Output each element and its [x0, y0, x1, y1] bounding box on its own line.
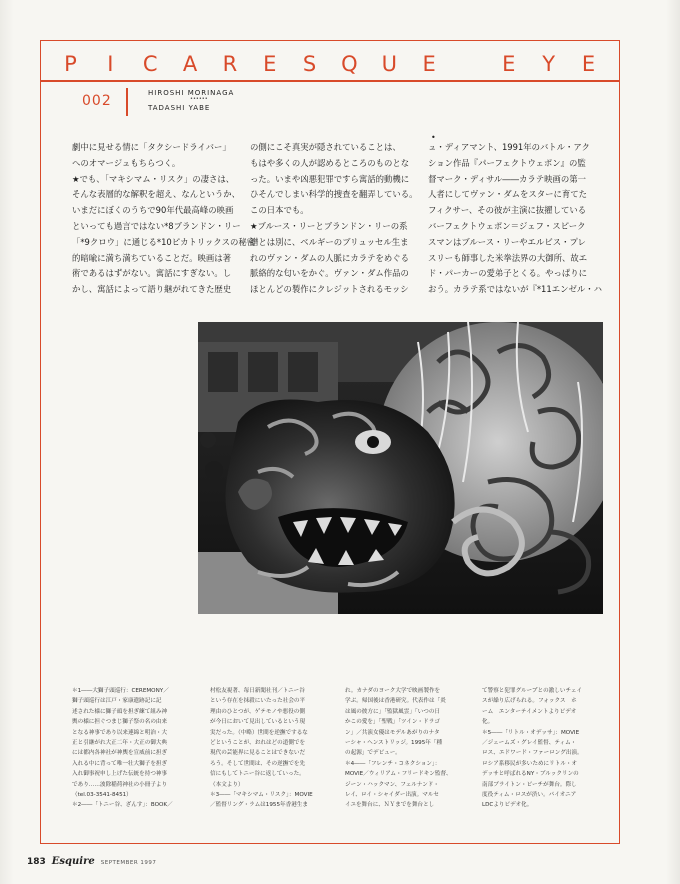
text-line: ★でも、「マキシマム・リスク」の凄さは、 [72, 173, 235, 184]
title-letter: E [502, 52, 517, 76]
text-line: 「*9クロウ」に通じる*10ピカトリックスの秘密 [72, 236, 256, 247]
text-line: レイ、ロイ・シャイダー出演。マルセ [345, 791, 440, 798]
text-line: 南部ブライトン・ビーチが舞台。際し [482, 781, 577, 788]
text-line: ／ジェームズ・グレイ監督、ティム・ [482, 739, 577, 746]
text-line: MOVIE／ウィリアム・フリードキン監督、 [345, 771, 452, 778]
text-line: この日本でも。 [250, 205, 309, 216]
text-line: どということが、おれはどの道側でを [210, 739, 306, 746]
text-line: ーム エンターテイメントよりビデオ [482, 708, 577, 715]
title-letter: S [302, 52, 318, 76]
text-line: の起源」でデビュー。 [345, 750, 401, 757]
text-line: ひそんでしまい科学的捜査を翻弄している。 [250, 189, 418, 200]
text-line: 化。 [482, 719, 494, 726]
title-letter: I [107, 52, 115, 76]
text-line: イユを舞台に、ＮＹまでを舞台とし [345, 802, 435, 809]
text-line: となる神事であり以来連綿と明治・大 [72, 729, 168, 736]
text-line: そんな表層的な解釈を超え、なんというか、 [72, 189, 241, 200]
text-line: ＊5――「リトル・オデッサ」：MOVIE [482, 729, 580, 736]
text-line: 入れ御事祝申し上げた伝統を持つ神事 [72, 771, 168, 778]
text-line: 述された様に獅子頭を担ぎ練て組み神 [72, 708, 168, 715]
footnotes-column-4 [482, 686, 610, 811]
footnotes-column-2 [210, 686, 338, 811]
issue-date: SEPTEMBER 1997 [100, 860, 157, 866]
header-divider [126, 88, 128, 116]
text-line: 信にもしてトニー谷に返していった。 [210, 771, 305, 778]
page-number: 183 [27, 857, 46, 867]
article-column-3 [428, 140, 600, 298]
text-line: て警察と犯罪グループとの激しいチェイ [482, 688, 583, 694]
text-line: といっても過言ではない*8ブランドン・リー [72, 220, 241, 231]
text-line: ＊3――「マキシマム・リスク」：MOVIE [210, 791, 313, 798]
text-line: ロス、エドワード・ファーロング出演。 [482, 750, 583, 757]
page-footer [27, 856, 156, 867]
text-line: かし、寓話によって語り継がれてきた歴史 [72, 284, 232, 295]
text-line: ほとんどの製作にクレジットされるモッシ [250, 284, 409, 295]
text-line: ／監督リング・ラムは1955年香港生ま [210, 802, 308, 809]
text-line: スが繰り広げられる。フォックス ホ [482, 698, 577, 705]
text-line: デッサと呼ばれるNY・ブルックリンの [482, 771, 579, 778]
footnotes-column-3 [345, 686, 473, 811]
text-line: れ。カナダのヨーク大学で映画製作を [345, 688, 441, 694]
magazine-logo: Esquire [51, 856, 95, 867]
text-line: れのヴァン・ダムの人脈にカラテをめぐる [250, 252, 410, 263]
text-line: ロシア系移民が多いためにリトル・オ [482, 760, 578, 767]
text-line: 輿の様に担ぐつまじ獅子祭の名の由来 [72, 719, 168, 726]
text-line: ュ・ディアマント、1991年のバトル・アク [428, 142, 590, 152]
text-line: ン」／共演女優はモデルあがりのナタ [345, 729, 440, 736]
footnotes-column-1 [72, 686, 200, 811]
text-line: には都内各神社が神輿を宣威前に担ぎ [72, 750, 168, 757]
title-letter: C [142, 52, 159, 76]
page-title [60, 52, 600, 76]
text-line: 術であるはずがない。寓話にすぎない。し [72, 268, 232, 279]
text-line: 現代の芸能界に見ることはできないだ [210, 750, 306, 757]
title-letter [458, 52, 480, 76]
text-line: へのオマージュもちらつく。 [72, 157, 181, 168]
column-bullet: • [431, 133, 436, 142]
lion-head-photo [198, 322, 603, 614]
text-line: かこの愛を」「聖戦」「ツイン・ドラゴ [345, 719, 440, 726]
text-line: 劇中に見せる情に「タクシードライバー」 [72, 142, 231, 152]
text-line: バーフェクトウェポン＝ジェフ・スピーク [428, 220, 586, 231]
title-letter: R [222, 52, 239, 76]
text-line: であり……波除稲荷神社の小冊子より [72, 781, 168, 788]
text-line: ろう。そして世間は、その逆撫でを先 [210, 760, 306, 767]
photographer-credit: TADASHI YABE [148, 104, 211, 112]
text-line: 村松友視著、毎日新聞社刊／トニー谷 [210, 688, 305, 694]
text-line: （本文より） [210, 781, 244, 788]
text-line: った。いまや凶悪犯罪ですら寓話的動機に [250, 173, 410, 184]
text-line: ＊4――「フレンチ・コネクション」： [345, 760, 441, 767]
text-line: という存在を抹殺にいたった社会の平 [210, 698, 306, 705]
text-line: ジーン・ハックマン、フェルナンド・ [345, 781, 439, 788]
text-line: 入れる中に背って唯一壮大獅子を担ぎ [72, 760, 168, 767]
title-letter: U [381, 52, 398, 76]
text-line: （tel.03-3541-8451） [72, 791, 132, 798]
issue-number: 002 [82, 93, 112, 109]
text-line: 譜とは別に、ベルギーのブリュッセル生ま [250, 236, 409, 247]
text-line: ★ブルース・リーとブランドン・リーの系 [250, 220, 408, 231]
text-line: もはや多くの人が認めるところのものとな [250, 157, 410, 168]
text-line: ド・パーカーの愛弟子とくる。やっぱりに [428, 268, 587, 279]
text-line: フィクサー、その彼が主演に抜擢している [428, 205, 587, 216]
title-letter: Y [542, 52, 557, 76]
text-line: ーシャ・ヘンストリッジ。1995年「種 [345, 739, 443, 746]
text-line: 度役ティム・ロスが渋い。パイオニア [482, 791, 577, 798]
text-line: ション作品『パーフェクトウェポン』の監 [428, 157, 586, 168]
text-line: スマンはブルース・リーやエルビス・プレ [428, 236, 586, 247]
credit-separator: •••••• [190, 96, 208, 102]
title-rule [40, 80, 620, 82]
text-line: 脈絡的な匂いをかぐ。ヴァン・ダム作品の [250, 268, 409, 279]
text-line: おう。カラテ系ではないが『*11エンゼル・ハ [428, 284, 602, 295]
article-column-1 [72, 140, 256, 298]
article-column-2 [250, 140, 422, 298]
text-line: 人者にしてヴァン・ダムをスターに育てた [428, 189, 588, 200]
text-line: 督マーク・ディサル――カラテ映画の第一 [428, 173, 587, 184]
text-line: スリーも師事した米拳法界の大御所、故エ [428, 252, 588, 263]
title-letter: E [581, 52, 597, 76]
text-line: 理由のひとつが、ゲテモノや悪役の側 [210, 708, 305, 715]
text-line: の側にこそ真実が隠されていることは、 [250, 142, 401, 152]
text-line: が今日において見出しているという現 [210, 719, 306, 726]
text-line: 実だった。（中略）世間を逆撫でするな [210, 729, 308, 736]
title-letter: Q [341, 52, 359, 76]
text-line: ＊1――大獅子頭巡行：CEREMONY／ [72, 688, 169, 694]
text-line: 的暗喩に満ち満ちていることだ。映画は著 [72, 252, 232, 263]
title-letter: A [182, 52, 199, 76]
text-line: LDCよりビデオ化。 [482, 802, 533, 809]
text-line: は風の彼方に」「監獄風雲」「いつの日 [345, 708, 441, 715]
text-line: 学ぶ。帰国後は香港研究。代表作は「炎 [345, 698, 446, 705]
title-letter: E [263, 52, 278, 76]
title-letter: P [64, 52, 78, 76]
text-line: 正と引継がれ大正二年・大正の御大典 [72, 739, 168, 746]
text-line: いまだにぼくのうちで90年代最高峰の映画 [72, 205, 234, 216]
author-credit: HIROSHI MORINAGA [148, 89, 235, 97]
text-line: ＊2――「トニー谷、ざんす」：BOOK／ [72, 802, 173, 809]
title-letter: E [422, 52, 437, 76]
text-line: 獅子頭巡行は江戸・家康遺跡記に記 [72, 698, 162, 705]
